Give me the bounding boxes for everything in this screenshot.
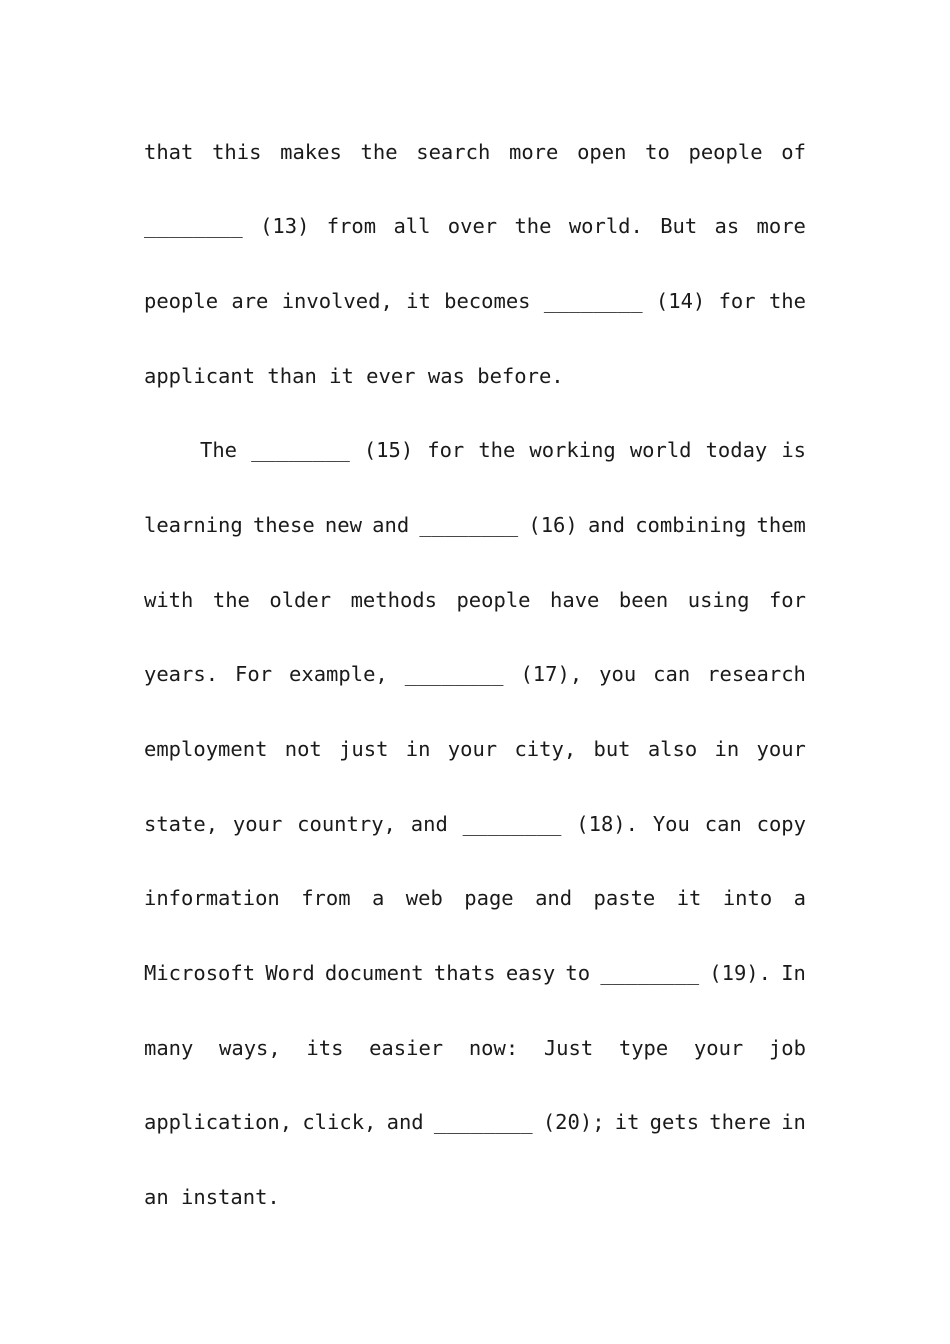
word: thats xyxy=(433,961,496,985)
word: the xyxy=(360,140,398,164)
text-line xyxy=(144,584,806,616)
word: (18). xyxy=(576,812,638,836)
word: you xyxy=(599,662,637,686)
word: involved, xyxy=(281,289,393,313)
word: the xyxy=(768,289,806,313)
word: can xyxy=(653,662,691,686)
word: your xyxy=(693,1036,744,1060)
text-line xyxy=(144,1032,806,1064)
word: them xyxy=(756,513,806,537)
word: a xyxy=(372,886,385,910)
word: click, xyxy=(302,1110,377,1134)
word: the xyxy=(514,214,552,238)
word: (15) xyxy=(363,438,414,462)
word: Just xyxy=(543,1036,594,1060)
word: that xyxy=(144,140,194,164)
word: but xyxy=(593,737,631,761)
word: also xyxy=(647,737,698,761)
word: For xyxy=(235,662,273,686)
word: it xyxy=(676,886,702,910)
word: application, xyxy=(144,1110,293,1134)
word: the xyxy=(212,588,250,612)
word: ________ xyxy=(404,662,504,686)
word: can xyxy=(704,812,742,836)
word: years. xyxy=(144,662,219,686)
word: for xyxy=(768,588,806,612)
word: new xyxy=(324,513,362,537)
word: from xyxy=(326,214,377,238)
word: page xyxy=(464,886,514,910)
word: type xyxy=(618,1036,669,1060)
word: in xyxy=(714,737,740,761)
text-line xyxy=(200,434,806,466)
word: people xyxy=(456,588,531,612)
word: for xyxy=(427,438,465,462)
word: easy xyxy=(505,961,556,985)
word: to xyxy=(645,140,670,164)
word: Word xyxy=(265,961,315,985)
word: (14) xyxy=(655,289,706,313)
word: (19). xyxy=(709,961,771,985)
word: it xyxy=(406,289,431,313)
text-line: applicant than it ever was before. xyxy=(144,364,564,388)
word: copy xyxy=(756,812,806,836)
word: But xyxy=(660,214,698,238)
word: been xyxy=(618,588,669,612)
word: ________ xyxy=(251,438,350,462)
word: these xyxy=(252,513,315,537)
word: ________ xyxy=(144,214,243,238)
word: In xyxy=(781,961,806,985)
word: ________ xyxy=(419,513,519,537)
word: ________ xyxy=(543,289,643,313)
word: a xyxy=(793,886,806,910)
text-line xyxy=(144,210,806,242)
word: and xyxy=(386,1110,424,1134)
word: easier xyxy=(369,1036,444,1060)
word: (13) xyxy=(260,214,310,238)
word: makes xyxy=(280,140,342,164)
word: older xyxy=(269,588,332,612)
word: not xyxy=(284,737,322,761)
word: and xyxy=(587,513,625,537)
text-line xyxy=(144,1106,806,1138)
word: The xyxy=(200,438,238,462)
word: ways, xyxy=(219,1036,281,1060)
word: your xyxy=(447,737,498,761)
text-line xyxy=(144,285,806,317)
word: search xyxy=(416,140,491,164)
word: people xyxy=(688,140,763,164)
word: your xyxy=(232,812,283,836)
word: Microsoft xyxy=(144,961,256,985)
word: learning xyxy=(144,513,243,537)
text-line: an instant. xyxy=(144,1185,280,1209)
word: (17), xyxy=(520,662,583,686)
word: with xyxy=(144,588,194,612)
word: ________ xyxy=(462,812,562,836)
word: using xyxy=(687,588,750,612)
word: more xyxy=(509,140,559,164)
word: to xyxy=(565,961,591,985)
text-line xyxy=(144,957,806,989)
word: world. xyxy=(568,214,643,238)
word: research xyxy=(707,662,806,686)
text-line xyxy=(144,658,806,690)
word: employment xyxy=(144,737,268,761)
word: have xyxy=(550,588,600,612)
word: in xyxy=(405,737,431,761)
word: more xyxy=(756,214,806,238)
word: job xyxy=(768,1036,806,1060)
word: ________ xyxy=(600,961,700,985)
word: into xyxy=(722,886,773,910)
word: example, xyxy=(289,662,388,686)
word: are xyxy=(231,289,269,313)
word: today xyxy=(705,438,768,462)
word: (20); xyxy=(542,1110,605,1134)
word: and xyxy=(372,513,410,537)
word: methods xyxy=(350,588,437,612)
word: world xyxy=(629,438,692,462)
word: becomes xyxy=(444,289,531,313)
word: your xyxy=(756,737,806,761)
word: paste xyxy=(593,886,656,910)
word: combining xyxy=(635,513,747,537)
word: state, xyxy=(144,812,219,836)
word: document xyxy=(324,961,424,985)
word: You xyxy=(652,812,690,836)
word: now: xyxy=(468,1036,519,1060)
word: city, xyxy=(514,737,577,761)
word: as xyxy=(714,214,740,238)
word: open xyxy=(577,140,627,164)
word: the xyxy=(478,438,516,462)
word: is xyxy=(781,438,806,462)
word: ________ xyxy=(433,1110,533,1134)
word: web xyxy=(405,886,443,910)
word: working xyxy=(529,438,616,462)
word: from xyxy=(301,886,351,910)
word: of xyxy=(781,140,806,164)
text-line xyxy=(144,882,806,914)
word: people xyxy=(144,289,219,313)
text-line xyxy=(144,808,806,840)
word: its xyxy=(306,1036,344,1060)
word: and xyxy=(535,886,573,910)
text-line xyxy=(144,733,806,765)
word: over xyxy=(447,214,498,238)
word: in xyxy=(781,1110,806,1134)
word: there xyxy=(709,1110,771,1134)
word: all xyxy=(393,214,431,238)
word: it xyxy=(614,1110,640,1134)
word: information xyxy=(144,886,280,910)
text-line xyxy=(144,136,806,168)
word: country, xyxy=(297,812,396,836)
word: gets xyxy=(649,1110,700,1134)
word: just xyxy=(339,737,389,761)
word: (16) xyxy=(528,513,578,537)
word: many xyxy=(144,1036,194,1060)
word: and xyxy=(410,812,448,836)
text-line xyxy=(144,509,806,541)
word: this xyxy=(212,140,262,164)
word: for xyxy=(718,289,756,313)
